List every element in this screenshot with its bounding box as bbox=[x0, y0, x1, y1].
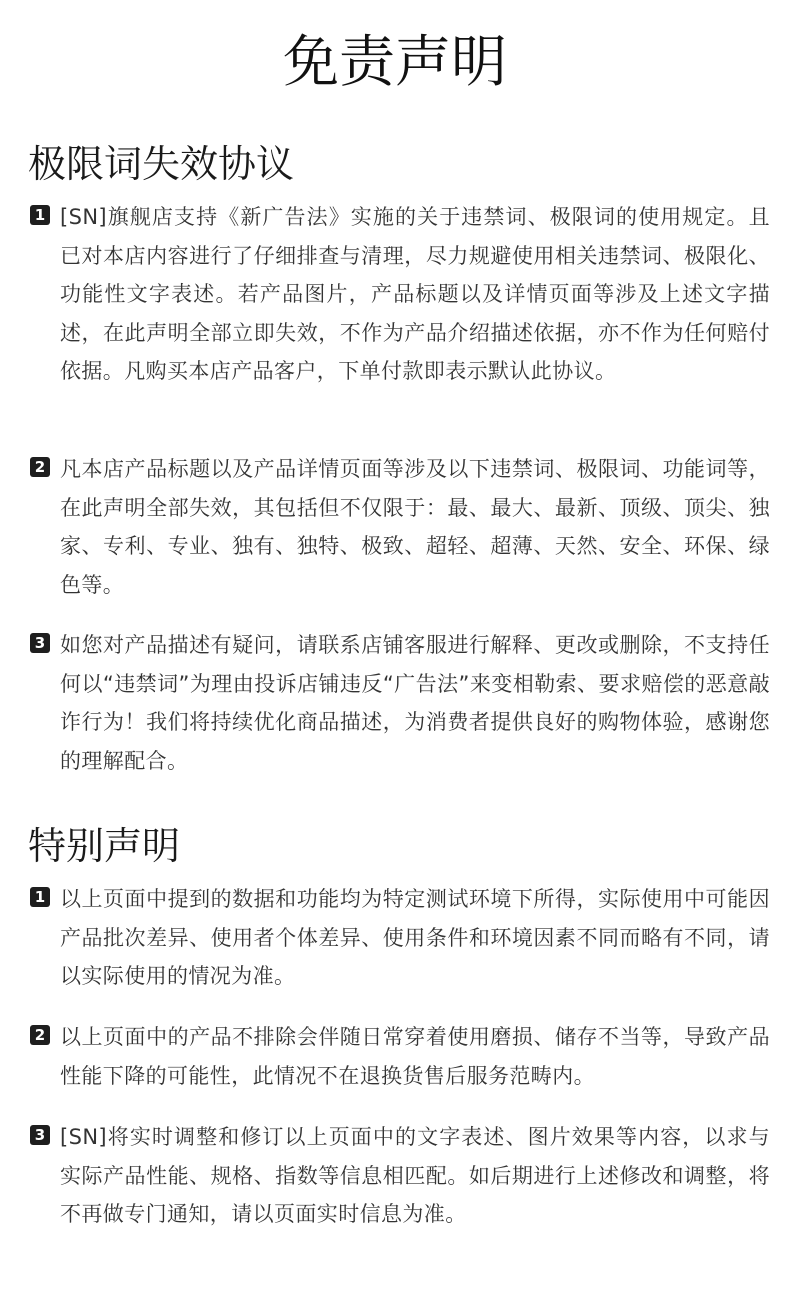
list-item-text: 以上页面中的产品不排除会伴随日常穿着使用磨损、储存不当等，导致产品性能下降的可能性，此情况不在退换货售后服务范畴内。 bbox=[60, 1025, 770, 1088]
number-badge: 3 bbox=[30, 1125, 50, 1145]
number-badge: 2 bbox=[30, 1025, 50, 1045]
section-title-limit-words: 极限词失效协议 bbox=[28, 142, 295, 186]
number-badge: 3 bbox=[30, 633, 50, 653]
list-item-text: 凡本店产品标题以及产品详情页面等涉及以下违禁词、极限词、功能词等，在此声明全部失效，其包括但不仅限于：最、最大、最新、顶级、顶尖、独家、专利、专业、独有、独特、极致、超轻、超薄、天然、安全、环保、绿色等。 bbox=[60, 457, 770, 597]
list-item-text: [SN]将实时调整和修订以上页面中的文字表述、图片效果等内容，以求与实际产品性能、规格、指数等信息相匹配。如后期进行上述修改和调整，将不再做专门通知，请以页面实时信息为准。 bbox=[60, 1125, 770, 1226]
section-title-special-statement: 特别声明 bbox=[28, 824, 181, 868]
number-badge: 2 bbox=[30, 457, 50, 477]
list-item bbox=[30, 198, 770, 391]
list-item bbox=[30, 450, 770, 604]
list-item bbox=[30, 626, 770, 780]
list-item-text: 以上页面中提到的数据和功能均为特定测试环境下所得，实际使用中可能因产品批次差异、使用者个体差异、使用条件和环境因素不同而略有不同，请以实际使用的情况为准。 bbox=[60, 887, 770, 988]
list-item bbox=[30, 880, 770, 996]
list-item bbox=[30, 1018, 770, 1095]
number-badge: 1 bbox=[30, 205, 50, 225]
list-item-text: [SN]旗舰店支持《新广告法》实施的关于违禁词、极限词的使用规定。且已对本店内容进行了仔细排查与清理，尽力规避使用相关违禁词、极限化、功能性文字表述。若产品图片，产品标题以及详情页面等涉及上述文字描述，在此声明全部立即失效，不作为产品介绍描述依据，亦不作为任何赔付依据。凡购买本店产品客户，下单付款即表示默认此协议。 bbox=[60, 205, 770, 383]
page-title: 免责声明 bbox=[283, 30, 507, 95]
number-badge: 1 bbox=[30, 887, 50, 907]
list-item bbox=[30, 1118, 770, 1234]
list-item-text: 如您对产品描述有疑问，请联系店铺客服进行解释、更改或删除，不支持任何以“违禁词”为理由投诉店铺违反“广告法”来变相勒索、要求赔偿的恶意敲诈行为！我们将持续优化商品描述，为消费者提供良好的购物体验，感谢您的理解配合。 bbox=[60, 633, 770, 773]
